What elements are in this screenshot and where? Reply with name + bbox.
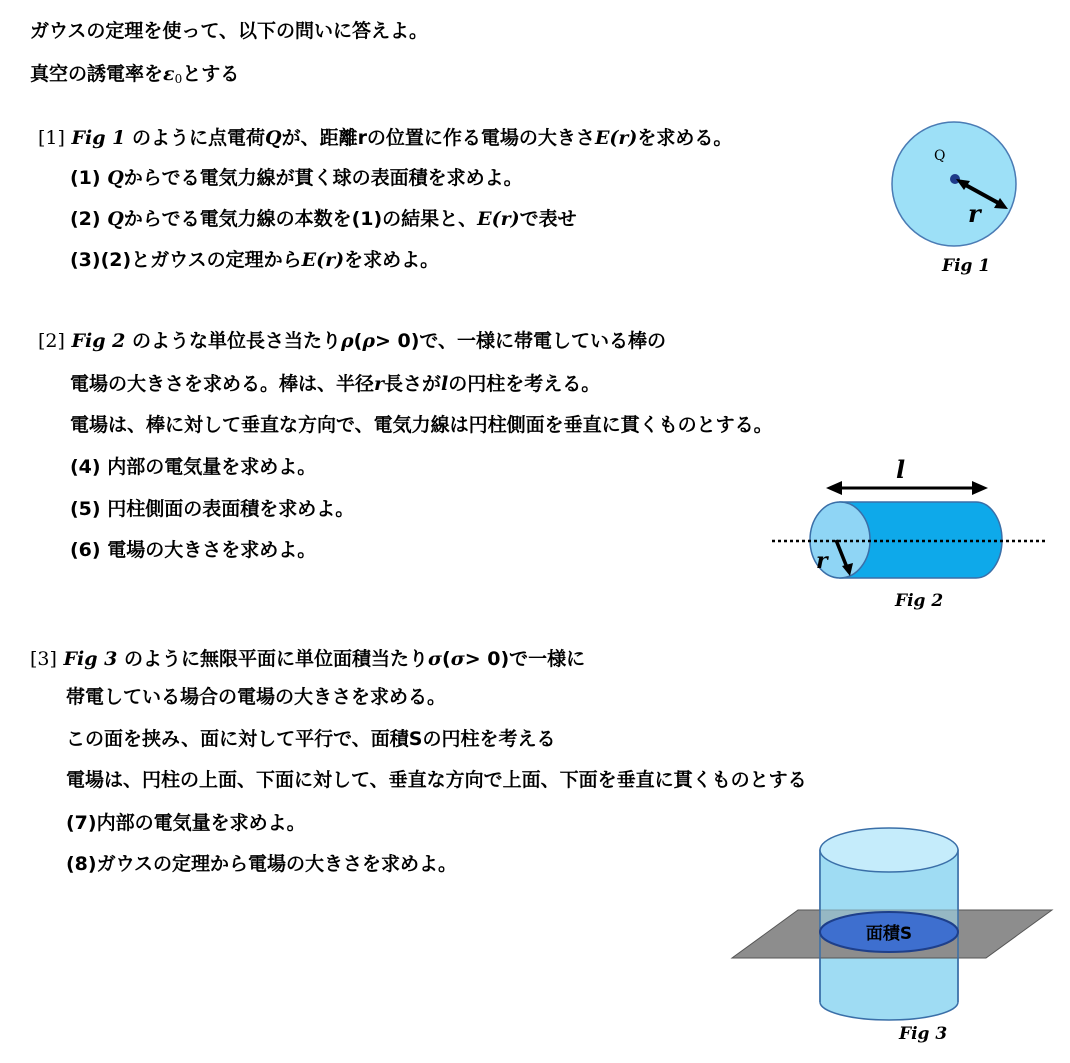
q1-number: (1): [70, 167, 108, 189]
length-arrow-head-left: [826, 481, 842, 495]
figure-2-cylinder: [768, 452, 1048, 586]
epsilon-subscript: 0: [174, 72, 183, 86]
q3-text-a: (3)(2)とガウスの定理から: [70, 249, 302, 271]
epsilon-symbol: ε: [163, 63, 175, 85]
section2-heading: [38, 328, 666, 354]
q2-charge: Q: [107, 208, 124, 230]
section2-text-a: のような単位長さ当たり: [125, 330, 341, 352]
question-6: (6) 電場の大きさを求めよ。: [70, 539, 317, 561]
fig2-caption: Fig 2: [895, 591, 944, 611]
intro-text-end: とする: [182, 63, 240, 85]
section1-text-c: を求める。: [637, 127, 733, 149]
section2-line-2: [70, 371, 600, 397]
question-1: [70, 165, 523, 191]
section3-paren: (: [442, 648, 451, 670]
question-2: [70, 206, 577, 232]
sigma-symbol: σ: [428, 648, 443, 670]
fig3-caption: Fig 3: [899, 1024, 948, 1044]
rho-symbol-2: ρ: [362, 330, 375, 352]
s2l2-text-a: 電場の大きさを求める。棒は、半径: [70, 373, 375, 395]
section3-number: [3]: [30, 648, 57, 670]
section2-line-3: 電場は、棒に対して垂直な方向で、電気力線は円柱側面を垂直に貫くものとする。: [70, 414, 773, 436]
length-label: l: [896, 455, 906, 484]
question-8: (8)ガウスの定理から電場の大きさを求めよ。: [66, 853, 458, 875]
figure-1-sphere: [888, 118, 1024, 254]
q1-charge: Q: [107, 167, 124, 189]
field-symbol: E(r): [594, 127, 638, 149]
question-3: [70, 247, 439, 273]
intro-line-1: ガウスの定理を使って、以下の問いに答えよ。: [30, 20, 429, 42]
q2-text-a: からでる電気力線の本数を(1)の結果と、: [123, 208, 478, 230]
section1-heading: [38, 125, 732, 151]
question-5: (5) 円柱側面の表面積を求めよ。: [70, 498, 355, 520]
q2-field: E(r): [477, 208, 520, 230]
s2l2-text-b: 長さが: [384, 373, 442, 395]
figure-3-plane: [730, 822, 1056, 1024]
point-charge: [950, 174, 960, 184]
sphere-circle: [892, 122, 1016, 246]
intro-text: 真空の誘電率を: [30, 63, 164, 85]
q3-field: E(r): [301, 249, 345, 271]
section1-number: [1]: [38, 127, 65, 149]
length-arrow-head-right: [972, 481, 988, 495]
charge-symbol: Q: [265, 127, 282, 149]
s2l2-length: l: [441, 373, 449, 395]
q3-text-b: を求めよ。: [344, 249, 440, 271]
q1-text: からでる電気力線が貫く球の表面積を求めよ。: [123, 167, 523, 189]
area-label: 面積S: [865, 924, 913, 944]
section1-text-a: のように点電荷: [125, 127, 265, 149]
section3-text-a: のように無限平面に単位面積当たり: [117, 648, 428, 670]
s2l2-text-c: の円柱を考える。: [448, 373, 601, 395]
section3-line-4: 電場は、円柱の上面、下面に対して、垂直な方向で上面、下面を垂直に貫くものとする: [66, 769, 807, 791]
section2-text-c: > 0)で、一様に帯電している棒の: [374, 330, 667, 352]
q2-text-b: で表せ: [519, 208, 577, 230]
s2l2-radius: r: [374, 373, 385, 395]
radius-label: r: [968, 199, 981, 228]
cylinder-top: [820, 828, 958, 872]
section3-fig-ref: Fig 3: [63, 648, 118, 670]
question-7: (7)内部の電気量を求めよ。: [66, 812, 306, 834]
section3-line-2: 帯電している場合の電場の大きさを求める。: [66, 686, 447, 708]
section2-fig-ref: Fig 2: [71, 330, 126, 352]
charge-label: Q: [934, 148, 946, 164]
sigma-symbol-2: σ: [450, 648, 465, 670]
section1-fig-ref: Fig 1: [71, 127, 126, 149]
intro-line-2: [30, 61, 239, 92]
radius-label-2: r: [816, 548, 828, 574]
section2-number: [2]: [38, 330, 65, 352]
rho-symbol: ρ: [341, 330, 354, 352]
q2-number: (2): [70, 208, 108, 230]
section3-line-3: この面を挟み、面に対して平行で、面積Sの円柱を考える: [66, 728, 556, 750]
section3-text-c: > 0)で一様に: [464, 648, 586, 670]
section2-paren: (: [353, 330, 363, 352]
section3-heading: [30, 646, 585, 672]
fig1-caption: Fig 1: [942, 256, 991, 276]
question-4: (4) 内部の電気量を求めよ。: [70, 456, 317, 478]
section1-text-b: が、距離rの位置に作る電場の大きさ: [281, 127, 595, 149]
